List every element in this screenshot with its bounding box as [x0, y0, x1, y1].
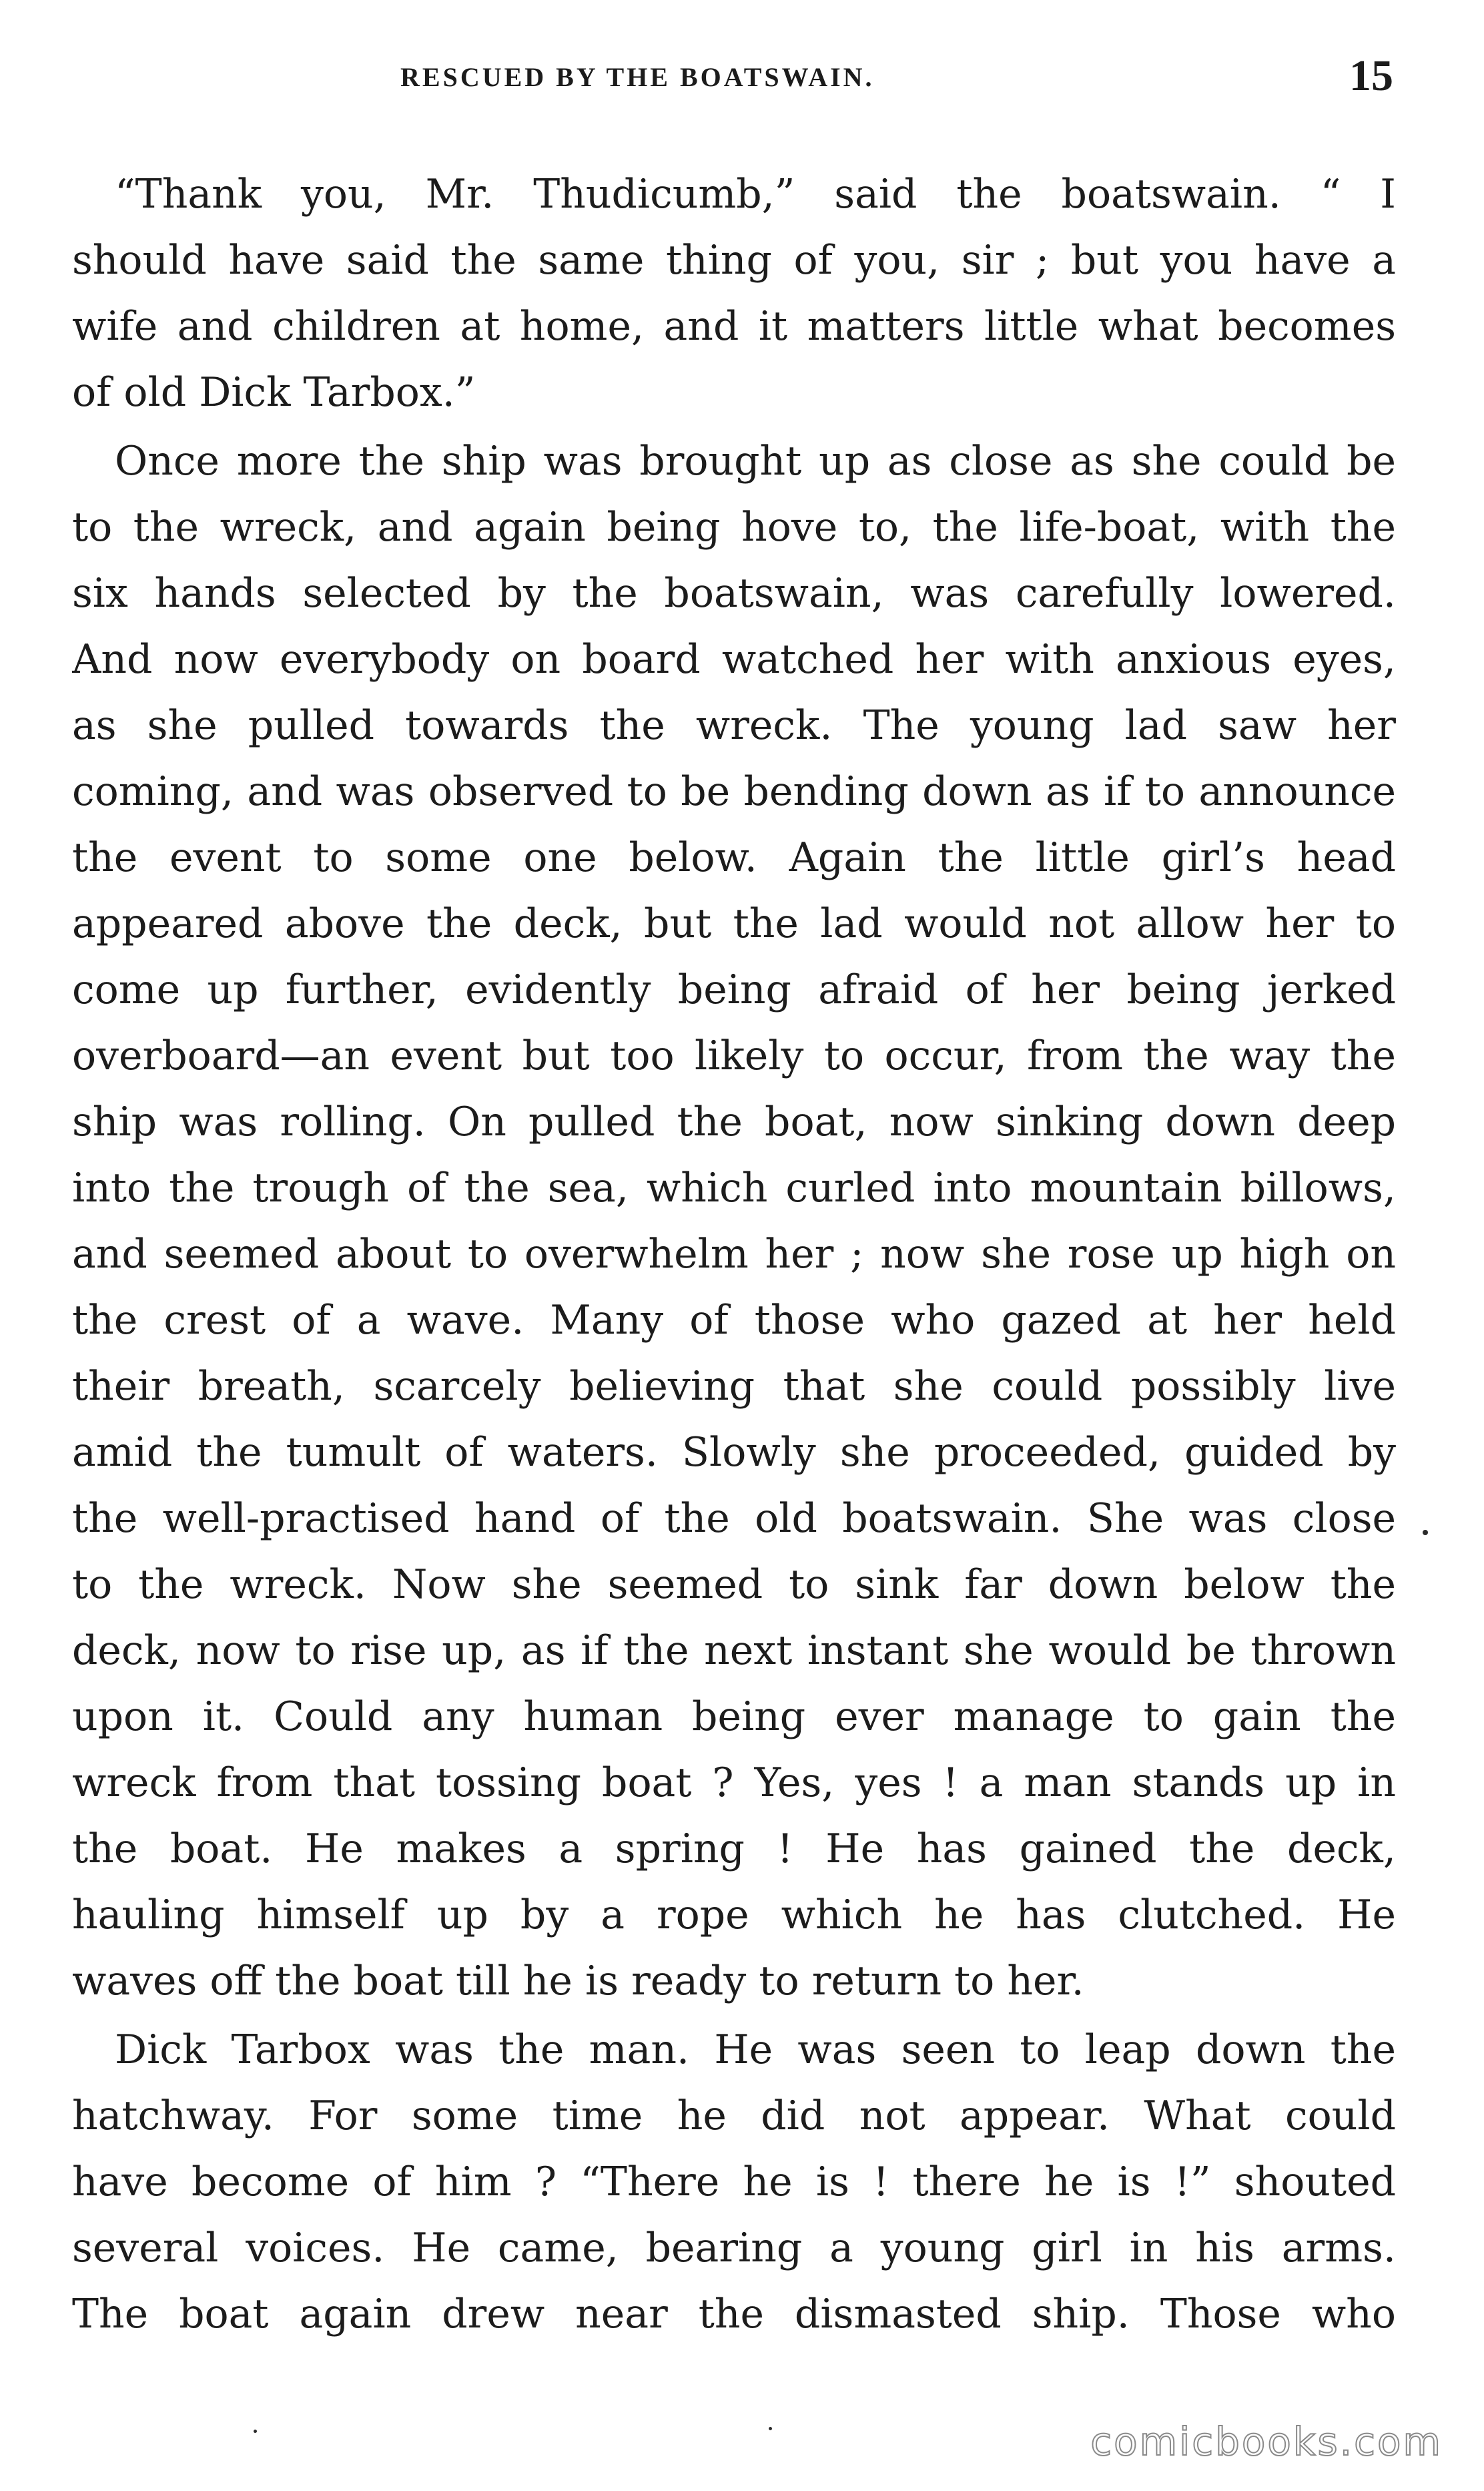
text-line: their breath, scarcely believing that she could possibly live	[72, 1363, 1396, 1410]
text-line: appeared above the deck, but the lad would not allow her to	[72, 900, 1396, 947]
text-line: waves off the boat till he is ready to return to her.	[72, 1958, 1084, 2004]
running-header-title: RESCUED BY THE BOATSWAIN.	[400, 62, 875, 92]
text-line: The boat again drew near the dismasted ship. Those who	[72, 2291, 1396, 2337]
text-line: hauling himself up by a rope which he has clutched. He	[72, 1892, 1396, 1938]
text-line: coming, and was observed to be bending down as if to announce	[72, 768, 1396, 815]
text-line: upon it. Could any human being ever manage to gain the	[72, 1693, 1396, 1740]
text-line: several voices. He came, bearing a young girl in his arms.	[72, 2225, 1396, 2271]
page-number: 15	[1349, 51, 1393, 100]
text-line: to the wreck, and again being hove to, the life-boat, with the	[72, 504, 1396, 551]
text-line: amid the tumult of waters. Slowly she proceeded, guided by	[72, 1429, 1396, 1476]
text-line: deck, now to rise up, as if the next instant she would be thrown	[72, 1627, 1396, 1674]
text-line: overboard—an event but too likely to occur, from the way the	[72, 1033, 1396, 1079]
text-line: the crest of a wave. Many of those who gazed at her held	[72, 1297, 1396, 1344]
print-speck	[1423, 1530, 1428, 1535]
body-text	[72, 162, 1396, 2350]
print-speck	[254, 2430, 257, 2433]
text-line: to the wreck. Now she seemed to sink far down below the	[72, 1561, 1396, 1608]
text-line: Dick Tarbox was the man. He was seen to leap down the	[115, 2026, 1396, 2073]
text-line: six hands selected by the boatswain, was carefully lowered.	[72, 570, 1396, 617]
text-line: wife and children at home, and it matters little what becomes	[72, 303, 1396, 350]
text-line: should have said the same thing of you, sir ; but you have a	[72, 237, 1396, 284]
paragraph-1	[72, 162, 1396, 426]
text-line: the event to some one below. Again the little girl’s head	[72, 834, 1396, 881]
text-line: the boat. He makes a spring ! He has gained the deck,	[72, 1826, 1396, 1872]
text-line: as she pulled towards the wreck. The young lad saw her	[72, 702, 1396, 749]
text-line: ship was rolling. On pulled the boat, now sinking down deep	[72, 1099, 1396, 1145]
text-line: come up further, evidently being afraid of her being jerked	[72, 966, 1396, 1013]
text-line: “Thank you, Mr. Thudicumb,” said the boatswain. “ I	[115, 171, 1396, 218]
paragraph-3	[72, 2017, 1396, 2347]
paragraph-2	[72, 429, 1396, 2014]
watermark-text: comicbooks.com	[1090, 2419, 1443, 2464]
text-line: hatchway. For some time he did not appear. What could	[72, 2093, 1396, 2139]
text-line: And now everybody on board watched her with anxious eyes,	[72, 636, 1396, 683]
text-line: Once more the ship was brought up as close as she could be	[115, 438, 1396, 485]
text-line: into the trough of the sea, which curled into mountain billows,	[72, 1165, 1396, 1211]
text-line: wreck from that tossing boat ? Yes, yes ! a man stands up in	[72, 1759, 1396, 1806]
text-line: have become of him ? “There he is ! there he is !” shouted	[72, 2159, 1396, 2205]
print-speck	[769, 2427, 772, 2430]
text-line: of old Dick Tarbox.”	[72, 369, 476, 416]
text-line: the well-practised hand of the old boatswain. She was close	[72, 1495, 1396, 1542]
text-line: and seemed about to overwhelm her ; now she rose up high on	[72, 1231, 1396, 1278]
